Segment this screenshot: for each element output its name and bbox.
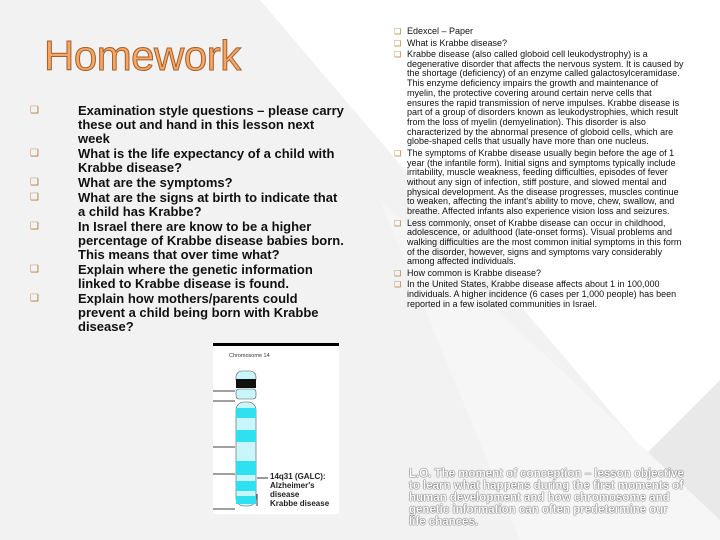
bullet-icon: ❑ (394, 218, 402, 228)
bullet-icon: ❑ (30, 192, 39, 204)
homework-question-list (30, 104, 345, 335)
list-item-text: Less commonly, onset of Krabbe disease can occur in childhood, adolescence, or adulthood (late-onset forms). Visual problems and walking difficulties are the most common initial symptoms in this form of the disorder, however, signs and symptoms vary considerably among affected individuals. (407, 217, 682, 267)
question-item (30, 104, 345, 145)
info-item (394, 219, 684, 268)
list-item-text: What are the signs at birth to indicate that a child has Krabbe? (78, 190, 338, 220)
list-item-text: How common is Krabbe disease? (407, 267, 542, 278)
bullet-icon: ❑ (394, 50, 402, 59)
bullet-icon: ❑ (394, 268, 402, 278)
bullet-icon: ❑ (30, 293, 39, 305)
bullet-icon: ❑ (30, 105, 39, 116)
bullet-icon: ❑ (30, 176, 39, 188)
info-item (394, 50, 684, 147)
list-item-text: Krabbe disease (also called globoid cell leukodystrophy) is a degenerative disorder that affects the nervous system. It is caused by the shortage (deficiency) of an enzyme called galactosylceramidase. This enzyme deficiency impairs the growth and maintenance of myelin, the protective covering around certain nerve cells that ensures the rapid transmission of nerve impulses. Krabbe disease is part of a group of disorders known as leukodystrophies, which result from the loss of myelin (demyelination). This disorder is also characterized by the abnormal presence of globoid cells, which are globe-shaped cells that usually have more than one nucleus. (407, 49, 684, 147)
question-item (30, 191, 345, 219)
bullet-icon: ❑ (394, 38, 402, 48)
bullet-icon: ❑ (30, 221, 39, 233)
info-item (394, 39, 684, 49)
bullet-icon: ❑ (30, 264, 39, 276)
list-item-text: The symptoms of Krabbe disease usually begin before the age of 1 year (the infantile form). Initial signs and symptoms typically include irritability, muscle weakness, feeding difficulties, episodes of fever without any sign of infection, stiff posture, and slowed mental and physical development. As the disease progresses, muscles continue to weaken, affecting the infant's ability to move, chew, swallow, and breathe. Affected infants also experience vision loss and seizures. (407, 147, 679, 217)
figure-annotation-1: 14q31 (GALC): Alzheimer's disease (270, 472, 326, 499)
bullet-icon: ❑ (30, 147, 39, 159)
page-title: Homework (44, 32, 241, 79)
list-item-text: Examination style questions – please carry these out and hand in this lesson next week (78, 103, 344, 146)
list-item-text: Explain how mothers/parents could prevent a child being born with Krabbe disease? (78, 291, 319, 334)
bullet-icon: ❑ (394, 280, 402, 290)
list-item-text: In the United States, Krabbe disease affects about 1 in 100,000 individuals. A higher incidence (6 cases per 1,000 people) has been reported in a few isolated communities in Israel. (407, 279, 677, 309)
figure-annotation-2: Krabbe disease (270, 499, 330, 508)
info-item (394, 269, 684, 279)
list-item-text: Edexcel – Paper (407, 26, 474, 36)
chromosome-14-figure (213, 343, 339, 514)
info-item (394, 280, 684, 309)
info-item (394, 149, 684, 217)
list-item-text: What is the life expectancy of a child with Krabbe disease? (78, 145, 335, 175)
question-item (30, 176, 345, 190)
krabbe-info-list (394, 27, 684, 311)
question-item (30, 220, 345, 261)
list-item-text: Explain where the genetic information linked to Krabbe disease is found. (78, 262, 313, 292)
question-item (30, 292, 345, 333)
question-item (30, 147, 345, 175)
info-item (394, 27, 684, 37)
list-item-text: In Israel there are know to be a higher percentage of Krabbe disease babies born. This means that over time what? (78, 219, 344, 262)
bullet-icon: ❑ (394, 27, 402, 36)
figure-caption: Chromosome 14 (229, 353, 270, 359)
bullet-icon: ❑ (394, 148, 402, 158)
list-item-text: What are the symptoms? (78, 174, 233, 190)
list-item-text: What is Krabbe disease? (407, 37, 508, 48)
lesson-objective: L.O. The moment of conception – lesson objective to learn what happens during the first moments of human development and how chromosome and genetic information can often predetermine our life chances. (409, 468, 684, 528)
question-item (30, 263, 345, 291)
